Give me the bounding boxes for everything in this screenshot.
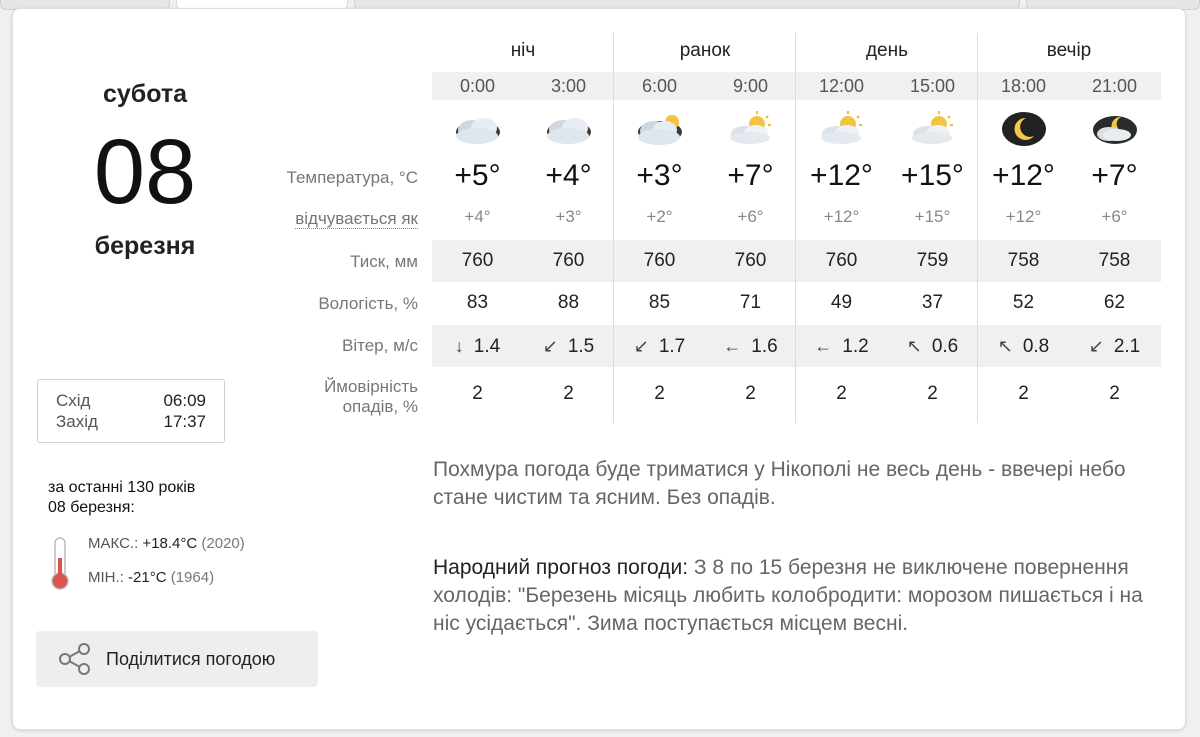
- feels-label-text: відчувається як: [295, 209, 418, 228]
- sunset-label: Захід: [56, 412, 98, 431]
- precip-label-line1: Ймовірність: [324, 377, 418, 396]
- sunset-row: [56, 411, 206, 432]
- wind-direction-icon: ↖: [997, 336, 1013, 356]
- history-title: [48, 478, 195, 518]
- wind-direction-icon: ↖: [906, 336, 922, 356]
- sun-times-box: [37, 379, 225, 443]
- sunrise-row: [56, 390, 206, 411]
- hour-temperature: +4°: [545, 159, 592, 192]
- weather-description: Похмура погода буде триматися у Нікополі не весь день - ввечері небо стане чистим та ясним. Без опадів.: [433, 458, 1126, 509]
- hour-feels-like: +3°: [555, 207, 582, 226]
- share-weather-button[interactable]: [36, 631, 318, 687]
- min-label: МІН.:: [88, 569, 124, 586]
- min-value: -21°C: [128, 569, 167, 586]
- hour-wind: [705, 336, 796, 358]
- period-evening: вечір: [1046, 40, 1092, 61]
- hour-time: 21:00: [1091, 76, 1138, 96]
- hour-time: 18:00: [1000, 76, 1047, 96]
- wind-speed: 0.6: [931, 336, 959, 357]
- weekday: субота: [102, 80, 188, 108]
- history-title-line1: за останні 130 років: [48, 479, 196, 496]
- cloudy-sun-icon: [632, 110, 688, 148]
- history-max: [88, 535, 245, 552]
- hour-temperature: +15°: [901, 159, 964, 192]
- max-label: МАКС.:: [88, 535, 139, 552]
- hour-pressure: 760: [461, 250, 494, 271]
- hour-wind: [432, 336, 523, 358]
- wind-speed: 1.4: [473, 336, 501, 357]
- hour-wind: [796, 336, 887, 358]
- hour-humidity: 88: [557, 292, 580, 313]
- row-label-temperature: Температура, °С: [286, 168, 418, 187]
- hour-feels-like: +12°: [823, 207, 860, 226]
- hour-wind: [614, 336, 705, 358]
- share-icon: [58, 642, 92, 676]
- hour-pressure: 758: [1007, 250, 1040, 271]
- hour-time: 12:00: [818, 76, 865, 96]
- hour-humidity: 83: [466, 292, 489, 313]
- hour-precip: 2: [745, 383, 756, 404]
- hour-time: 3:00: [550, 76, 587, 96]
- sunrise-time: 06:09: [163, 391, 206, 410]
- wind-direction-icon: ↓: [454, 336, 464, 356]
- hour-humidity: 49: [830, 292, 853, 313]
- partly-cloudy-night-icon: [1087, 110, 1143, 148]
- wind-speed: 1.2: [842, 336, 869, 357]
- hour-pressure: 760: [643, 250, 676, 271]
- sunset-time: 17:37: [163, 412, 206, 431]
- wind-direction-icon: ↙: [1088, 336, 1104, 356]
- hour-humidity: 62: [1103, 292, 1126, 313]
- hour-precip: 2: [1018, 383, 1029, 404]
- hour-time: 6:00: [641, 76, 678, 96]
- hour-precip: 2: [472, 383, 483, 404]
- hour-precip: 2: [563, 383, 574, 404]
- hour-pressure: 758: [1098, 250, 1131, 271]
- hour-temperature: +3°: [636, 159, 683, 192]
- share-label: Поділитися погодою: [106, 648, 276, 669]
- min-year: (1964): [170, 569, 215, 586]
- thermometer-icon: [49, 536, 71, 592]
- history-min: [88, 569, 214, 586]
- hour-feels-like: +15°: [914, 207, 951, 226]
- period-morning: ранок: [679, 40, 731, 61]
- hour-humidity: 85: [648, 292, 671, 313]
- hour-time: 15:00: [909, 76, 956, 96]
- hour-wind: [523, 336, 614, 358]
- hour-time: 9:00: [732, 76, 769, 96]
- hour-temperature: +5°: [454, 159, 501, 192]
- hour-wind: [1069, 336, 1160, 358]
- row-label-pressure: Тиск, мм: [350, 252, 418, 271]
- hour-time: 0:00: [459, 76, 496, 96]
- partly-cloudy-icon: [905, 110, 961, 148]
- max-value: +18.4°C: [142, 535, 198, 552]
- hour-precip: 2: [836, 383, 847, 404]
- hour-feels-like: +4°: [464, 207, 491, 226]
- period-night: ніч: [510, 40, 536, 61]
- wind-direction-icon: ↙: [633, 336, 649, 356]
- partly-cloudy-icon: [814, 110, 870, 148]
- folk-forecast-lead: Народний прогноз погоди:: [433, 556, 689, 579]
- cloudy-night-icon: [541, 110, 597, 148]
- row-label-precip: [324, 377, 418, 417]
- hour-humidity: 37: [921, 292, 944, 313]
- wind-speed: 1.7: [658, 336, 686, 357]
- wind-direction-icon: ↙: [542, 336, 558, 356]
- hour-feels-like: +6°: [737, 207, 764, 226]
- hour-precip: 2: [927, 383, 938, 404]
- hour-temperature: +12°: [992, 159, 1055, 192]
- day-number: 08: [93, 121, 197, 223]
- hour-pressure: 760: [734, 250, 767, 271]
- row-label-wind: Вітер, м/с: [342, 336, 418, 355]
- hour-feels-like: +12°: [1005, 207, 1042, 226]
- hour-temperature: +12°: [810, 159, 873, 192]
- wind-direction-icon: ←: [814, 336, 833, 356]
- hour-humidity: 52: [1012, 292, 1035, 313]
- wind-direction-icon: ←: [723, 336, 742, 356]
- max-year: (2020): [201, 535, 245, 552]
- hour-temperature: +7°: [1091, 159, 1138, 192]
- partly-cloudy-icon: [723, 110, 779, 148]
- hour-wind: [887, 336, 978, 358]
- wind-speed: 0.8: [1022, 336, 1050, 357]
- hour-wind: [978, 336, 1069, 358]
- clear-night-icon: [996, 110, 1052, 148]
- hour-pressure: 760: [552, 250, 585, 271]
- history-title-line2: 08 березня:: [48, 499, 135, 516]
- hour-pressure: 760: [825, 250, 858, 271]
- folk-forecast-text: З 8 по 15 березня не виключене повернення холодів: "Березень місяць любить колобродити: морозом пишається і на ніс усідається". Зима поступається місцем весні.: [433, 556, 1143, 635]
- precip-label-line2: опадів, %: [342, 397, 418, 416]
- hour-pressure: 759: [916, 250, 949, 271]
- wind-speed: 1.5: [567, 336, 595, 357]
- period-day: день: [865, 40, 909, 61]
- hour-precip: 2: [654, 383, 665, 404]
- month-name: березня: [94, 232, 196, 260]
- hour-feels-like: +2°: [646, 207, 673, 226]
- wind-speed: 1.6: [751, 336, 778, 357]
- row-label-humidity: Вологість, %: [318, 294, 418, 313]
- wind-speed: 2.1: [1113, 336, 1141, 357]
- folk-forecast: [433, 554, 1153, 638]
- sunrise-label: Схід: [56, 391, 91, 410]
- hour-humidity: 71: [739, 292, 762, 313]
- cloudy-night-icon: [450, 110, 506, 148]
- row-label-feels[interactable]: [295, 209, 418, 229]
- hour-precip: 2: [1109, 383, 1120, 404]
- hour-temperature: +7°: [727, 159, 774, 192]
- hour-feels-like: +6°: [1101, 207, 1128, 226]
